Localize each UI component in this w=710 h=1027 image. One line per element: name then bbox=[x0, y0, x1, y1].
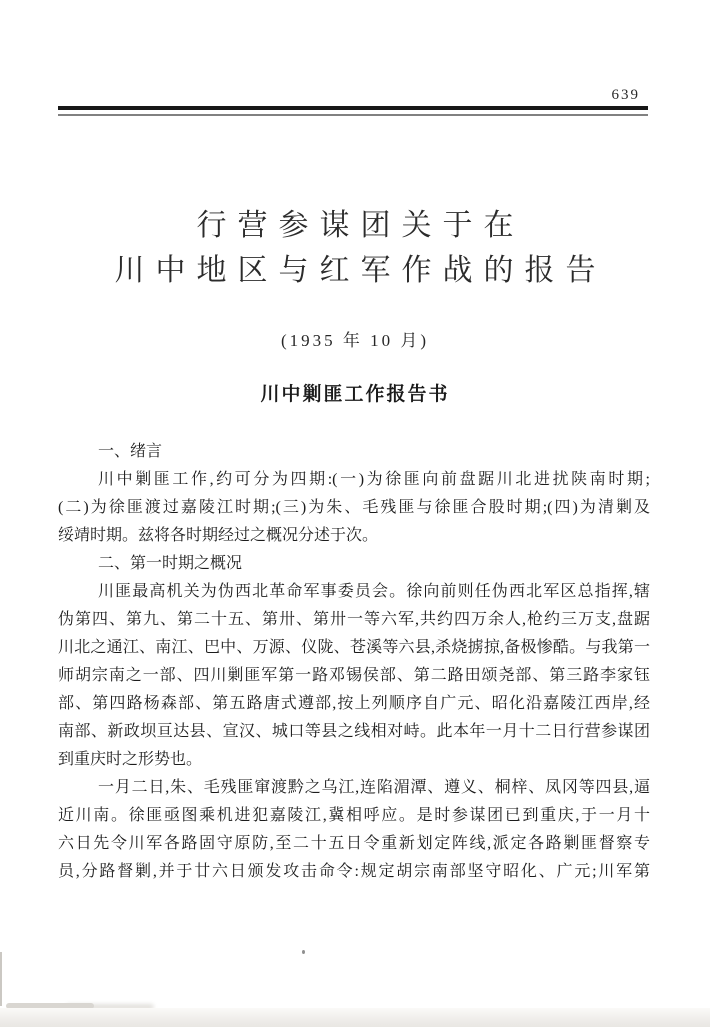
title-line-1: 行营参谋团关于在 bbox=[196, 209, 525, 242]
scan-bottom-edge bbox=[0, 1008, 710, 1027]
header-double-rule bbox=[58, 106, 648, 116]
body-line: 近川南。徐匪亟图乘机进犯嘉陵江,冀相呼应。是时参谋团已到重庆,于一月十 bbox=[58, 807, 650, 824]
body-line: 川中剿匪工作,约可分为四期:(一)为徐匪向前盘踞川北进扰陕南时期; bbox=[98, 471, 650, 488]
page-number: 639 bbox=[611, 87, 640, 103]
body-line: 川匪最高机关为伪西北革命军事委员会。徐向前则任伪西北军区总指挥,辖 bbox=[98, 583, 650, 600]
body-line: 伪第四、第九、第二十五、第卅、第卅一等六军,共约四万余人,枪约三万支,盘踞 bbox=[58, 611, 650, 628]
document-date: (1935 年 10 月) bbox=[280, 331, 430, 350]
document-title bbox=[0, 203, 710, 293]
body-line: (二)为徐匪渡过嘉陵江时期;(三)为朱、毛残匪与徐匪合股时期;(四)为清剿及 bbox=[58, 499, 650, 516]
report-subtitle: 川中剿匪工作报告书 bbox=[260, 384, 450, 405]
body-line: 部、第四路杨森部、第五路唐式遵部,按上列顺序自广元、昭化沿嘉陵江西岸,经 bbox=[58, 695, 650, 712]
body-line: 绥靖时期。兹将各时期经过之概况分述于次。 bbox=[58, 527, 379, 544]
body-text bbox=[58, 438, 650, 886]
rule-thin-line bbox=[58, 114, 648, 116]
scan-edge-mark bbox=[0, 952, 2, 1006]
title-line-2: 川中地区与红军作战的报告 bbox=[114, 254, 607, 287]
section-heading-2: 二、第一时期之概况 bbox=[98, 555, 243, 572]
body-line: 师胡宗南之一部、四川剿匪军第一路邓锡侯部、第二路田颂尧部、第三路李家钰 bbox=[58, 667, 650, 684]
section-heading-1: 一、绪言 bbox=[98, 443, 163, 460]
body-line: 南部、新政坝亘达县、宣汉、城口等县之线相对峙。此本年一月十二日行营参谋团 bbox=[58, 723, 650, 740]
rule-thick-line bbox=[58, 106, 648, 110]
body-line: 员,分路督剿,并于廿六日颁发攻击命令:规定胡宗南部坚守昭化、广元;川军第 bbox=[58, 863, 650, 880]
body-line: 川北之通江、南江、巴中、万源、仪陇、苍溪等六县,杀烧掳掠,备极惨酷。与我第一 bbox=[58, 639, 650, 656]
body-line: 到重庆时之形势也。 bbox=[58, 751, 203, 768]
scan-speck bbox=[302, 950, 305, 954]
body-line: 一月二日,朱、毛残匪窜渡黔之乌江,连陷湄潭、遵义、桐梓、凤冈等四县,逼 bbox=[98, 779, 650, 796]
body-line: 六日先令川军各路固守原防,至二十五日令重新划定阵线,派定各路剿匪督察专 bbox=[58, 835, 650, 852]
